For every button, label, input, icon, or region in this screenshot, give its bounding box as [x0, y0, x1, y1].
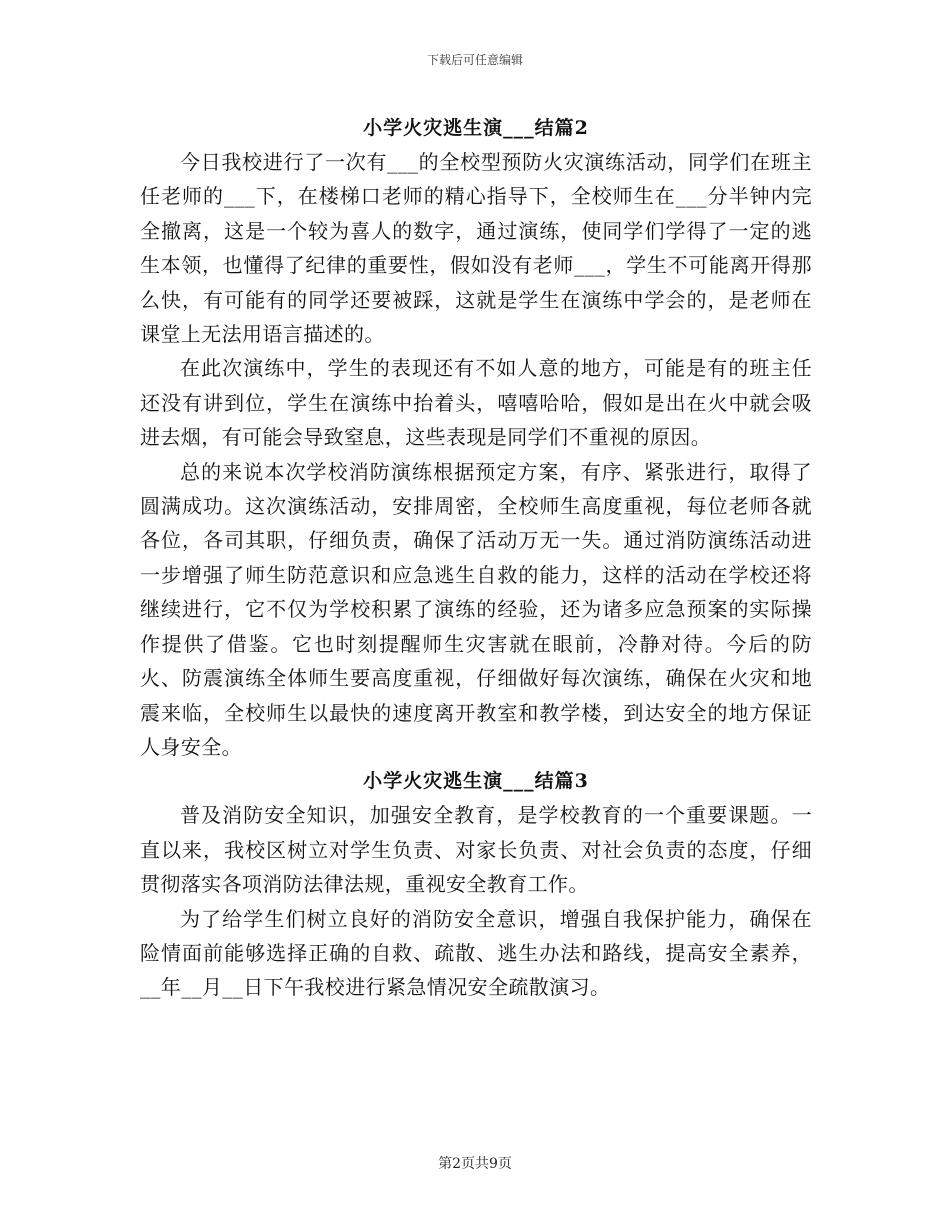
page-header-note: 下载后可任意编辑	[426, 53, 523, 67]
document-body	[140, 111, 812, 1005]
section-title-3: 小学火灾逃生演___结篇3	[363, 770, 589, 793]
page-number: 第2页共9页	[438, 1156, 512, 1172]
section-3-paragraph-1: 普及消防安全知识，加强安全教育，是学校教育的一个重要课题。一直以来，我校区树立对学生负责、对家长负责、对社会负责的态度，仔细贯彻落实各项消防法律法规，重视安全教育工作。	[140, 803, 812, 897]
section-3-paragraph-2: 为了给学生们树立良好的消防安全意识，增强自我保护能力，确保在险情面前能够选择正确的自救、疏散、逃生办法和路线，提高安全素养，__年__月__日下午我校进行紧急情况安全疏散演习。	[140, 906, 812, 1000]
section-2-paragraph-1: 今日我校进行了一次有___的全校型预防火灾演练活动，同学们在班主任老师的___下，在楼梯口老师的精心指导下，全校师生在___分半钟内完全撤离，这是一个较为喜人的数字，通过演练，使同学们学得了一定的逃生本领，也懂得了纪律的重要性，假如没有老师___，学生不可能离开得那么快，有可能有的同学还要被踩，这就是学生在演练中学会的，是老师在课堂上无法用语言描述的。	[140, 150, 812, 347]
section-title-2: 小学火灾逃生演___结篇2	[363, 117, 589, 139]
section-2-paragraph-3: 总的来说本次学校消防演练根据预定方案，有序、紧张进行，取得了圆满成功。这次演练活动，安排周密，全校师生高度重视，每位老师各就各位，各司其职，仔细负责，确保了活动万无一失。通过消防演练活动进一步增强了师生防范意识和应急逃生自救的能力，这样的活动在学校还将继续进行，它不仅为学校积累了演练的经验，还为诸多应急预案的实际操作提供了借鉴。它也时刻提醒师生灾害就在眼前，冷静对待。今后的防火、防震演练全体师生要高度重视，仔细做好每次演练，确保在火灾和地震来临，全校师生以最快的速度离开教室和教学楼，到达安全的地方保证人身安全。	[140, 459, 812, 759]
section-2-paragraph-2: 在此次演练中，学生的表现还有不如人意的地方，可能是有的班主任还没有讲到位，学生在演练中抬着头，嘻嘻哈哈，假如是出在火中就会吸进去烟，有可能会导致窒息，这些表现是同学们不重视的原因。	[140, 356, 812, 450]
